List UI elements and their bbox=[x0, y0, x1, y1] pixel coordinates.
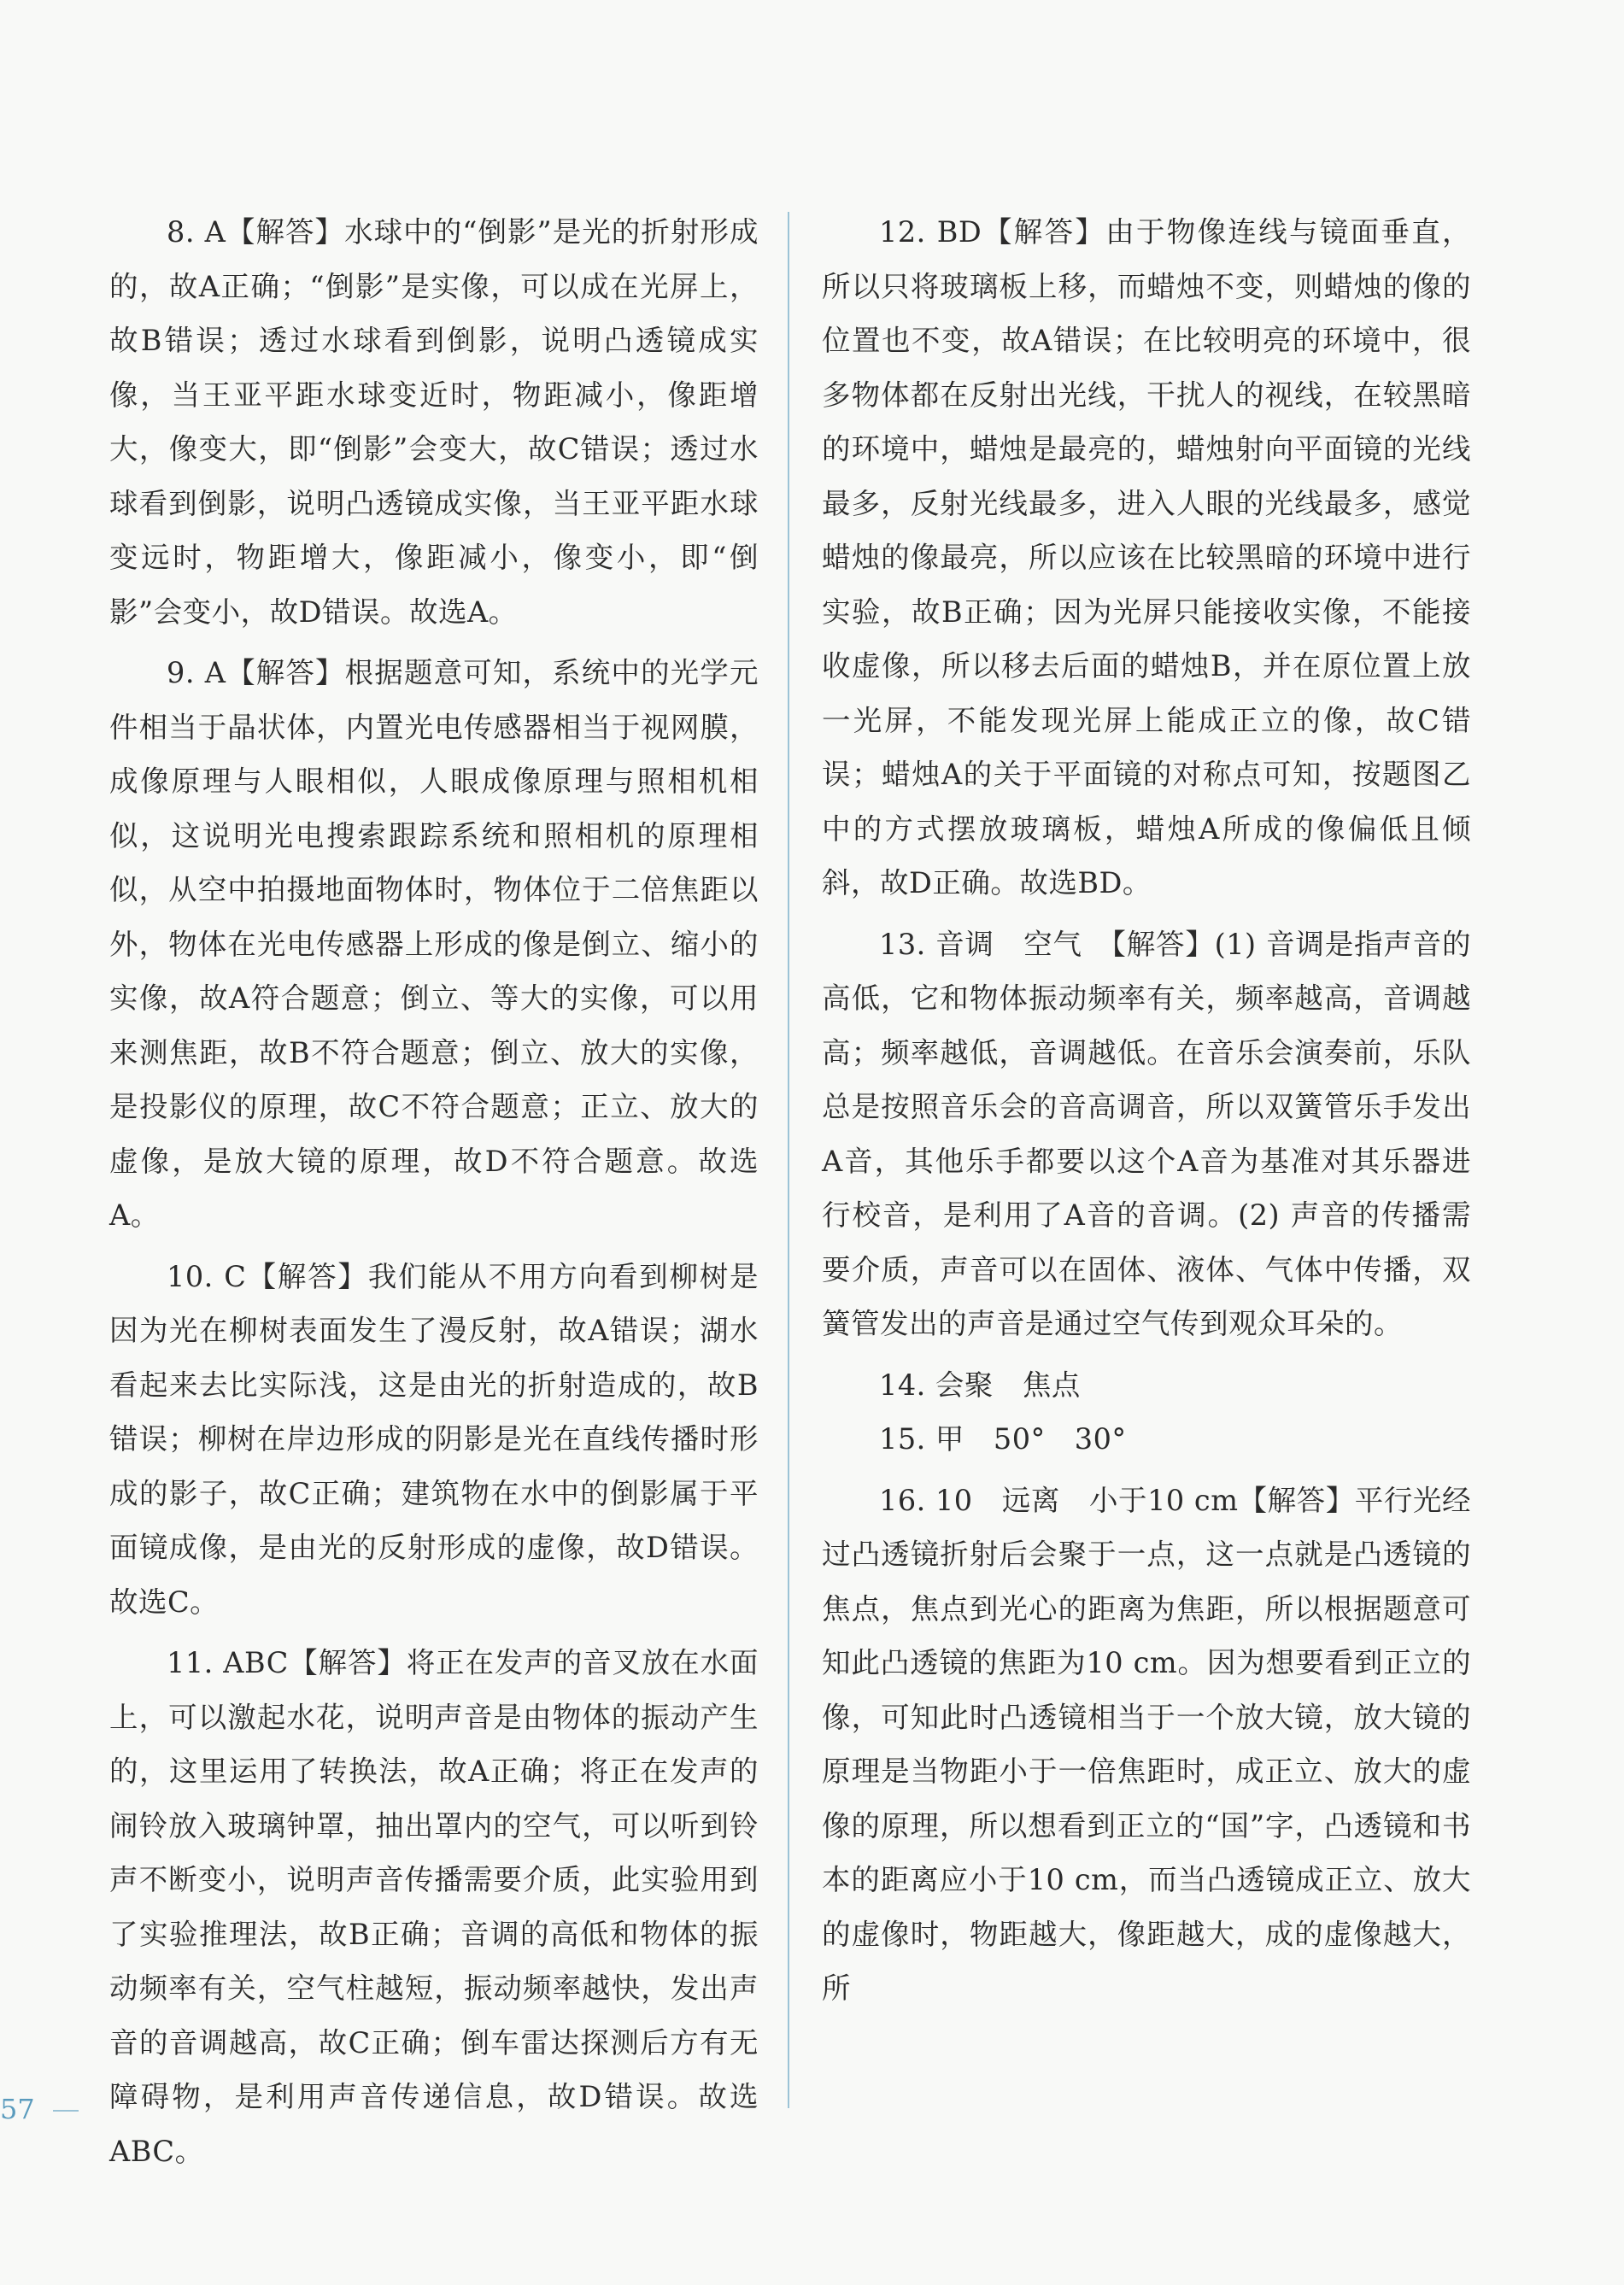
answer-16: 16. 10 远离 小于10 cm【解答】平行光经过凸透镜折射后会聚于一点，这一点就是凸透镜的焦点，焦点到光心的距离为焦距，所以根据题意可知此凸透镜的焦距为10 cm。因为想要看到正立的像，可知此时凸透镜相当于一个放大镜，放大镜的原理是当物距小于一倍焦距时，成正立、放大的虚像的原理，所以想看到正立的“国”字，凸透镜和书本的距离应小于10 cm，而当凸透镜成正立、放大的虚像时，物距越大，像距越大，成的虚像越大，所 bbox=[822, 1483, 1471, 2005]
answer-15: 15. 甲 50° 30° bbox=[879, 1422, 1127, 1456]
right-column bbox=[822, 205, 1471, 2016]
answer-14: 14. 会聚 焦点 bbox=[879, 1368, 1081, 1402]
answer-12: 12. BD【解答】由于物像连线与镜面垂直，所以只将玻璃板上移，而蜡烛不变，则蜡烛的像的位置也不变，故A错误；在比较明亮的环境中，很多物体都在反射出光线，干扰人的视线，在较黑暗的环境中，蜡烛是最亮的，蜡烛射向平面镜的光线最多，反射光线最多，进入人眼的光线最多，感觉蜡烛的像最亮，所以应该在比较黑暗的环境中进行实验，故B正确；因为光屏只能接收实像，不能接收虚像，所以移去后面的蜡烛B，并在原位置上放一光屏，不能发现光屏上能成正立的像，故C错误；蜡烛A的关于平面镜的对称点可知，按题图乙中的方式摆放玻璃板，蜡烛A所成的像偏低且倾斜，故D正确。故选BD。 bbox=[822, 215, 1471, 899]
left-column bbox=[109, 205, 759, 2178]
answer-8: 8. A【解答】水球中的“倒影”是光的折射形成的，故A正确；“倒影”是实像，可以成在光屏上，故B错误；透过水球看到倒影，说明凸透镜成实像，当王亚平距水球变近时，物距减小，像距增大，像变大，即“倒影”会变大，故C错误；透过水球看到倒影，说明凸透镜成实像，当王亚平距水球变远时，物距增大，像距减小，像变小，即“倒影”会变小，故D错误。故选A。 bbox=[109, 215, 759, 629]
answer-13: 13. 音调 空气 【解答】(1) 音调是指声音的高低，它和物体振动频率有关，频率越高，音调越高；频率越低，音调越低。在音乐会演奏前，乐队总是按照音乐会的音高调音，所以双簧管乐手发出A音，其他乐手都要以这个A音为基准对其乐器进行校音，是利用了A音的音调。(2) 声音的传播需要介质，声音可以在固体、液体、气体中传播，双簧管发出的声音是通过空气传到观众耳朵的。 bbox=[822, 927, 1471, 1340]
column-divider bbox=[788, 212, 789, 2108]
answer-10: 10. C【解答】我们能从不用方向看到柳树是因为光在柳树表面发生了漫反射，故A错误；湖水看起来去比实际浅，这是由光的折射造成的，故B错误；柳树在岸边形成的阴影是光在直线传播时形成的影子，故C正确；建筑物在水中的倒影属于平面镜成像，是由光的反射形成的虚像，故D错误。故选C。 bbox=[109, 1259, 759, 1619]
answer-11: 11. ABC【解答】将正在发声的音叉放在水面上，可以激起水花，说明声音是由物体的振动产生的，这里运用了转换法，故A正确；将正在发声的闹铃放入玻璃钟罩，抽出罩内的空气，可以听到铃声不断变小，说明声音传播需要介质，此实验用到了实验推理法，故B正确；音调的高低和物体的振动频率有关，空气柱越短，振动频率越快，发出声音的音调越高，故C正确；倒车雷达探测后方有无障碍物，是利用声音传递信息，故D错误。故选ABC。 bbox=[109, 1646, 759, 2168]
page-number-rule bbox=[53, 2110, 79, 2112]
answer-9: 9. A【解答】根据题意可知，系统中的光学元件相当于晶状体，内置光电传感器相当于视网膜，成像原理与人眼相似，人眼成像原理与照相机相似，这说明光电搜索跟踪系统和照相机的原理相似，从空中拍摄地面物体时，物体位于二倍焦距以外，物体在光电传感器上形成的像是倒立、缩小的实像，故A符合题意；倒立、等大的实像，可以用来测焦距，故B不符合题意；倒立、放大的实像，是投影仪的原理，故C不符合题意；正立、放大的虚像，是放大镜的原理，故D不符合题意。故选A。 bbox=[109, 656, 759, 1232]
page-number: 57 bbox=[0, 2093, 35, 2125]
